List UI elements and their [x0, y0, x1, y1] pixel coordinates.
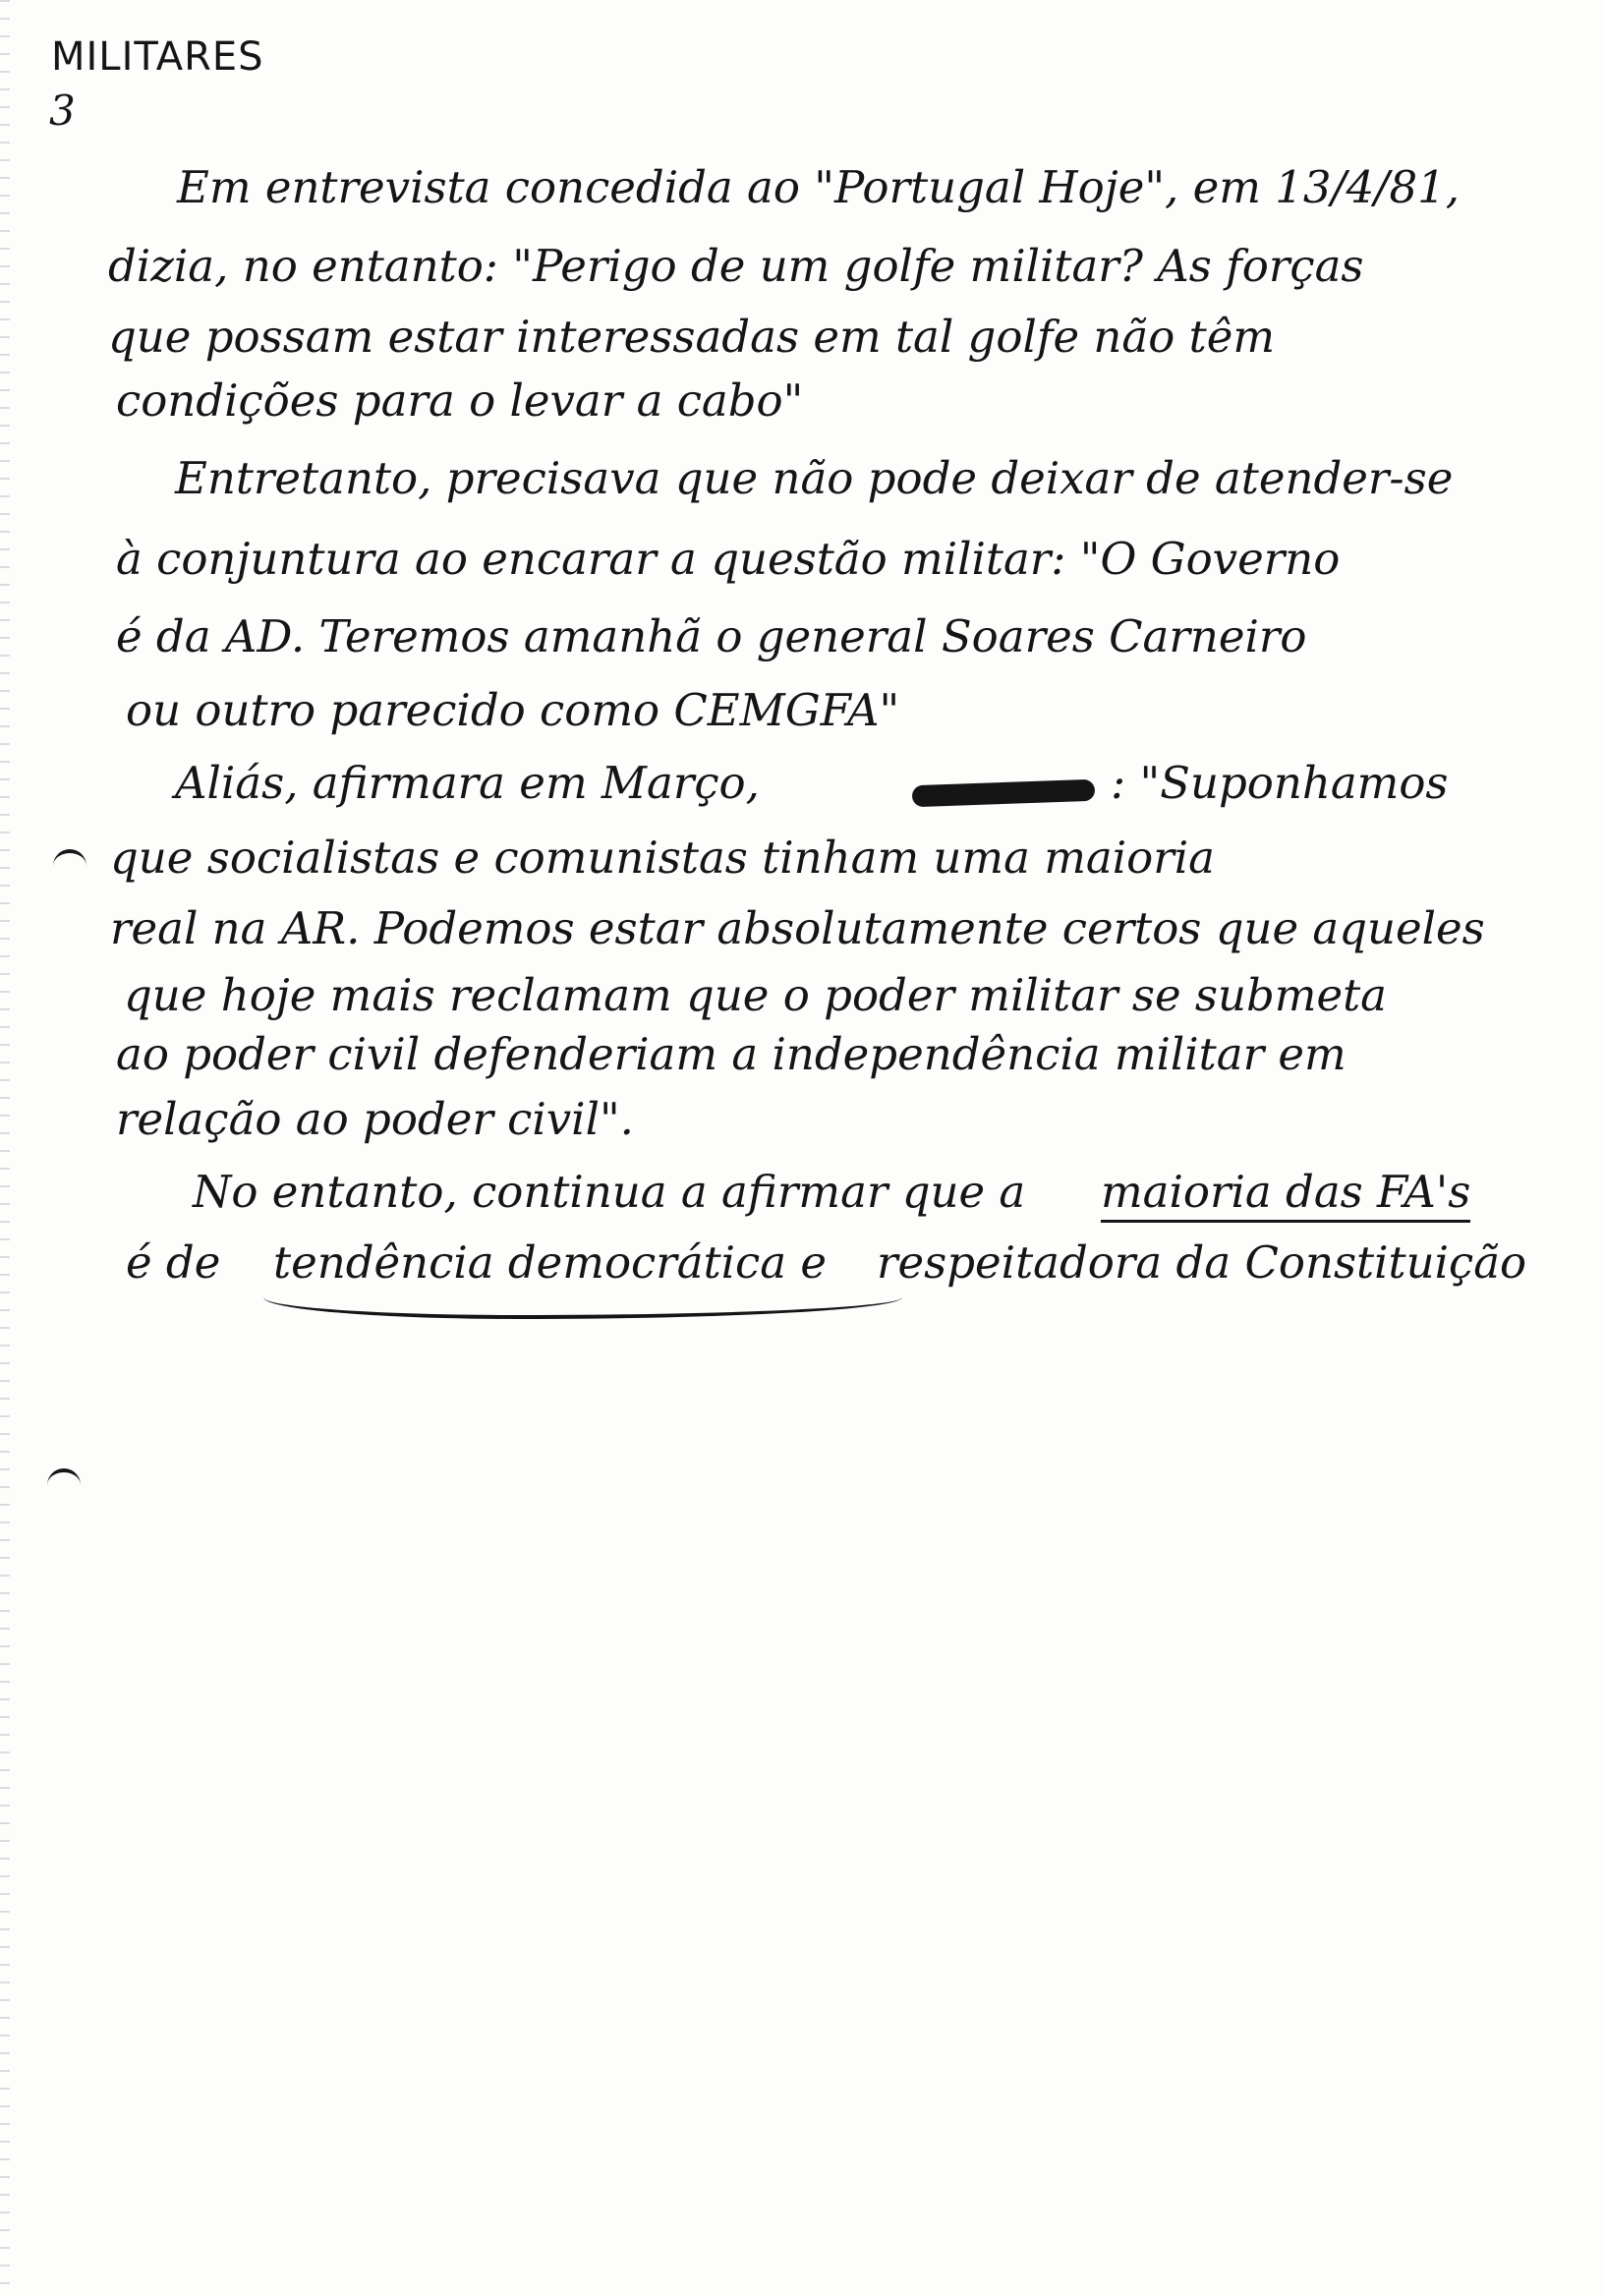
- text-line-10: que socialistas e comunistas tinham uma maioria: [110, 832, 1215, 884]
- text-line-8: ou outro parecido como CEMGFA": [126, 684, 900, 736]
- text-line-1: Em entrevista concedida ao "Portugal Hoje", em 13/4/81,: [177, 161, 1461, 213]
- text-line-6: à conjuntura ao encarar a questão militar: "O Governo: [116, 533, 1341, 585]
- text-line-14: relação ao poder civil".: [116, 1093, 634, 1145]
- text-line-9: Aliás, afirmara em Março,: [175, 757, 760, 809]
- text-line-5: Entretanto, precisava que não pode deixar de atender-se: [175, 452, 1454, 504]
- text-line-16: é de: [126, 1236, 221, 1289]
- text-line-9b: : "Suponhamos: [1111, 757, 1449, 809]
- text-line-12: que hoje mais reclamam que o poder militar se submeta: [124, 969, 1387, 1021]
- underlined-phrase-2: tendência democrática e: [273, 1236, 828, 1289]
- text-line-11: real na AR. Podemos estar absolutamente certos que aqueles: [110, 902, 1485, 954]
- underlined-phrase: maioria das FA's: [1101, 1170, 1470, 1223]
- text-line-16b: respeitadora da Constituição: [877, 1236, 1527, 1289]
- text-line-3: que possam estar interessadas em tal golfe não têm: [108, 311, 1276, 363]
- header-number: 3: [49, 86, 76, 135]
- header-title: MILITARES: [51, 34, 264, 80]
- margin-mark-2: [47, 1468, 81, 1494]
- scan-edge: [0, 0, 10, 2296]
- text-line-2: dizia, no entanto: "Perigo de um golfe militar? As forças: [108, 240, 1364, 292]
- crossed-out-text: [912, 779, 1096, 807]
- text-line-7: é da AD. Teremos amanhã o general Soares Carneiro: [116, 610, 1307, 662]
- margin-mark: [53, 849, 86, 875]
- text-line-15: No entanto, continua a afirmar que a: [193, 1166, 1026, 1218]
- text-line-13: ao poder civil defenderiam a independência militar em: [116, 1028, 1346, 1080]
- text-line-4: condições para o levar a cabo": [116, 374, 804, 427]
- underline-stroke: [263, 1297, 902, 1319]
